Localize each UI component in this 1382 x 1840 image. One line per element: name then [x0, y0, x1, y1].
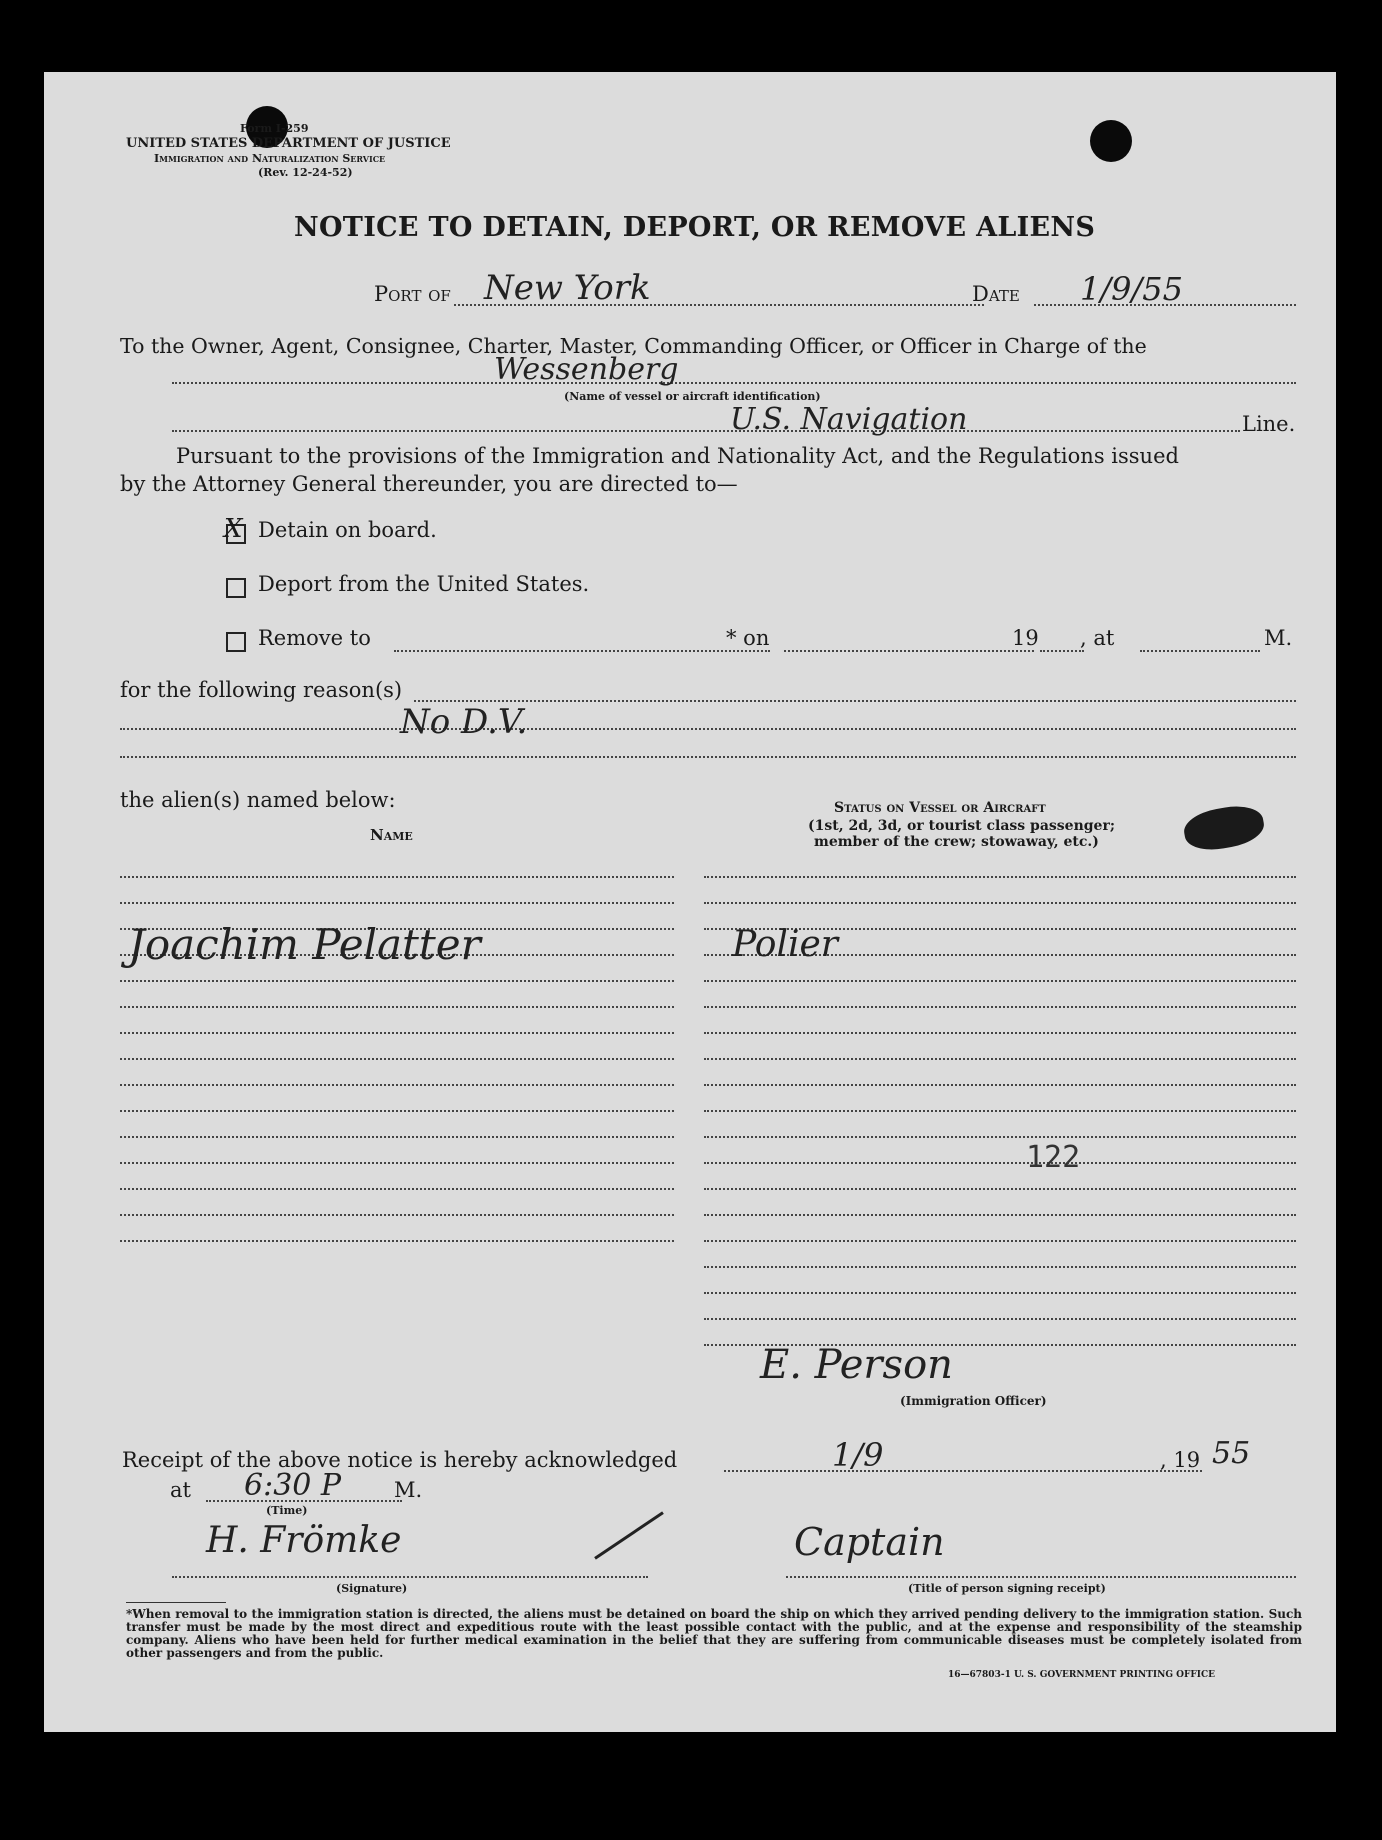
- port-label: Port of: [374, 282, 451, 306]
- deport-checkbox[interactable]: [226, 578, 246, 598]
- directive-line-1: Pursuant to the provisions of the Immigration and Nationality Act, and the Regulations issued: [176, 444, 1179, 468]
- remove-year-label: 19: [1012, 626, 1039, 650]
- reason-label: for the following reason(s): [120, 678, 403, 702]
- punch-hole: [1090, 120, 1132, 162]
- alien-status: Polier: [732, 924, 838, 965]
- officer-signature: E. Person: [760, 1342, 953, 1388]
- receipt-year-value: 55: [1212, 1436, 1251, 1471]
- officer-caption: (Immigration Officer): [900, 1394, 1047, 1408]
- ink-scribble: [1181, 801, 1267, 854]
- remove-year-line: [1040, 650, 1084, 652]
- service-name: Immigration and Naturalization Service: [154, 152, 386, 165]
- receipt-year-label: , 19: [1160, 1448, 1201, 1472]
- status-column-header: Status on Vessel or Aircraft: [834, 800, 1046, 816]
- form-page: [44, 72, 1336, 1732]
- footnote-text: *When removal to the immigration station is directed, the aliens must be detained on board the ship on which they arrived pending delivery to the immigration station. Such transfer must be made by the most direct and expeditious route with the least possible contact with the public, and at the expense and responsibility of the steamship company. Aliens who have been held for further medical examination in the belief that they are suffering from communicable diseases must be completely isolated from other passengers and from the public.: [126, 1607, 1302, 1660]
- reason-value: No D.V.: [400, 702, 528, 742]
- form-number: Form I-259: [240, 122, 309, 135]
- status-column-note-2: member of the crew; stowaway, etc.): [814, 834, 1099, 850]
- reason-line: [120, 728, 1296, 730]
- receiver-signature-line: [172, 1576, 648, 1578]
- line-line: [172, 430, 1240, 432]
- stamp-number: 122: [1026, 1140, 1081, 1175]
- remove-m-label: M.: [1264, 626, 1293, 650]
- receiver-title-caption: (Title of person signing receipt): [908, 1582, 1106, 1595]
- receipt-time-caption: (Time): [266, 1504, 308, 1517]
- receipt-time-value: 6:30 P: [244, 1468, 342, 1503]
- vessel-line: [172, 382, 1296, 384]
- date-label: Date: [972, 282, 1020, 306]
- agency-name: UNITED STATES DEPARTMENT OF JUSTICE: [126, 136, 451, 151]
- page-title: NOTICE TO DETAIN, DEPORT, OR REMOVE ALIENS: [294, 212, 1096, 243]
- remove-checkbox[interactable]: [226, 632, 246, 652]
- alien-name: Joachim Pelatter: [128, 920, 481, 969]
- name-column-header: Name: [370, 826, 413, 844]
- form-revision: (Rev. 12-24-52): [258, 166, 353, 179]
- receiver-title-line: [786, 1576, 1296, 1578]
- remove-date-line: [784, 650, 1034, 652]
- vessel-value: Wessenberg: [494, 352, 679, 387]
- remove-time-line: [1140, 650, 1260, 652]
- remove-at-label: , at: [1080, 626, 1115, 650]
- date-value: 1/9/55: [1080, 270, 1183, 308]
- receipt-date-line: [724, 1470, 1202, 1472]
- port-value: New York: [484, 268, 651, 308]
- reason-line: [120, 756, 1296, 758]
- receipt-at-label: at: [170, 1478, 191, 1502]
- footnote-rule: [126, 1602, 226, 1603]
- detain-check-mark: X: [224, 514, 243, 544]
- remove-destination-line: [394, 650, 770, 652]
- remove-on-label: * on: [726, 626, 770, 650]
- deport-label: Deport from the United States.: [258, 572, 590, 596]
- signature-stroke: [594, 1511, 664, 1559]
- aliens-label: the alien(s) named below:: [120, 788, 396, 812]
- reason-line: [414, 700, 1296, 702]
- printer-line: 16—67803-1 U. S. GOVERNMENT PRINTING OFFICE: [948, 1670, 1215, 1680]
- receiver-signature-caption: (Signature): [336, 1582, 408, 1595]
- vessel-caption: (Name of vessel or aircraft identification): [564, 390, 821, 403]
- receipt-time-suffix: M.: [394, 1478, 423, 1502]
- remove-label: Remove to: [258, 626, 371, 650]
- receiver-signature: H. Frömke: [206, 1520, 402, 1561]
- line-label: Line.: [1242, 412, 1296, 436]
- detain-label: Detain on board.: [258, 518, 437, 542]
- receipt-text: Receipt of the above notice is hereby acknowledged: [122, 1448, 678, 1472]
- addressee-text: To the Owner, Agent, Consignee, Charter, Master, Commanding Officer, or Officer in Charge of the: [120, 334, 1147, 358]
- status-column-note-1: (1st, 2d, 3d, or tourist class passenger;: [808, 818, 1116, 834]
- receipt-date-value: 1/9: [832, 1436, 884, 1474]
- line-value: U.S. Navigation: [730, 402, 968, 437]
- directive-line-2: by the Attorney General thereunder, you are directed to—: [120, 472, 738, 496]
- receiver-title-value: Captain: [794, 1520, 945, 1564]
